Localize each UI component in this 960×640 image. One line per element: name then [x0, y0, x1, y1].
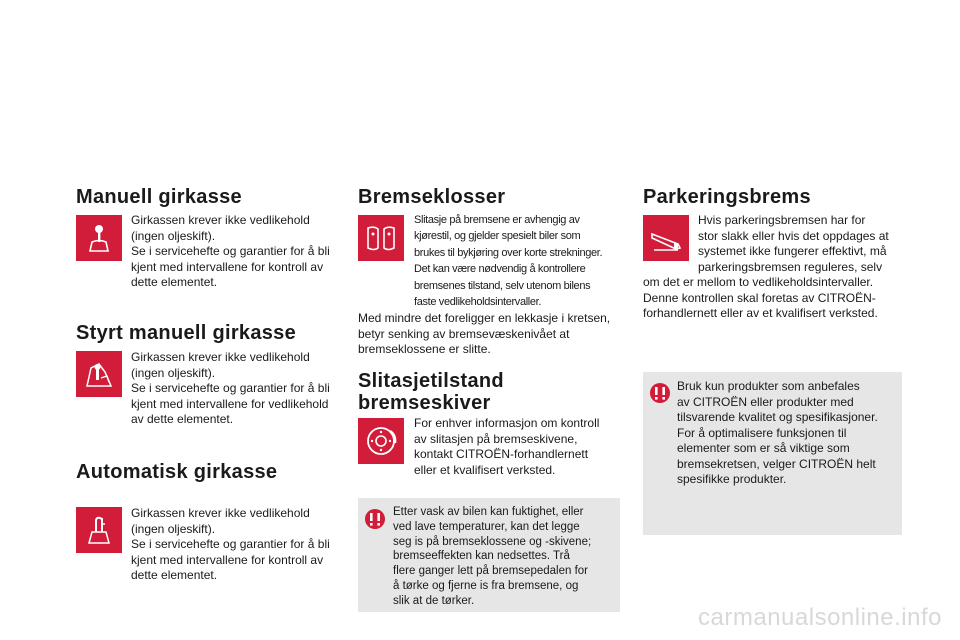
text-line: Hvis parkeringsbremsen har for — [698, 213, 866, 227]
section-title-automatic-gearbox: Automatisk girkasse — [76, 461, 278, 483]
text-line: kjent med intervallene for kontroll av — [131, 259, 324, 274]
automatic-gearbox-text — [131, 506, 330, 584]
text-line: å tørke og fjerne is fra bremsene, og — [393, 579, 579, 592]
text-line: forhandlernett eller av et kvalifisert verksted. — [643, 306, 878, 320]
wash-warning-note — [358, 498, 620, 612]
section-title-parking-brake: Parkeringsbrems — [643, 186, 811, 208]
products-warning-note — [643, 372, 902, 535]
title-line: bremseskiver — [358, 392, 491, 414]
parking-brake-icon-box — [643, 215, 689, 261]
brake-pads-text — [414, 212, 602, 310]
brake-disc-icon — [363, 423, 399, 459]
parking-brake-text — [698, 213, 889, 275]
text-line: Se i servicehefte og garantier for å bli — [131, 381, 330, 395]
piloted-gearbox-icon-box — [76, 351, 122, 397]
watermark-footer: carmanualsonline.info — [698, 604, 942, 631]
text-line: elementer som er så viktige som — [677, 441, 850, 455]
text-line: bremseeffekten kan nedsettes. Trå — [393, 550, 570, 563]
text-line: eller et kvalifisert verksted. — [414, 462, 556, 477]
text-line: Se i servicehefte og garantier for å bli — [131, 537, 330, 551]
automatic-gearbox-icon-box — [76, 507, 122, 553]
title-line: Slitasjetilstand — [358, 370, 504, 392]
text-line: Med mindre det foreligger en lekkasje i kretsen, — [358, 311, 611, 325]
text-line: spesifikke produkter. — [677, 472, 787, 486]
brake-pads-icon-box — [358, 215, 404, 261]
manual-gearbox-text — [131, 213, 330, 291]
parking-brake-icon — [648, 220, 684, 256]
text-line: seg is på bremseklossene og -skivene; — [393, 535, 592, 548]
brake-pads-after-text — [358, 311, 610, 358]
text-line: dette elementet. — [131, 275, 218, 289]
warning-icon — [649, 382, 671, 404]
text-line: Se i servicehefte og garantier for å bli — [131, 244, 330, 258]
text-line: Denne kontrollen skal foretas av CITROËN- — [643, 290, 876, 305]
text-line: stor slakk eller hvis det oppdages at — [698, 228, 889, 243]
manual-gear-lever-icon — [81, 220, 117, 256]
piloted-gearbox-icon — [81, 356, 117, 392]
section-title-brake-discs — [358, 370, 504, 414]
manual-gearbox-icon-box — [76, 215, 122, 261]
warning-icon — [364, 508, 386, 530]
text-line: tilsvarende kvalitet og spesifikasjoner. — [677, 410, 878, 424]
text-line: systemet ikke fungerer effektivt, må — [698, 244, 887, 258]
text-line: kontakt CITROËN-forhandlernett — [414, 447, 589, 461]
text-line: dette elementet. — [131, 568, 218, 582]
text-line: (ingen oljeskift). — [131, 521, 216, 536]
text-line: Etter vask av bilen kan fuktighet, eller — [393, 506, 584, 518]
text-line: For enhver informasjon om kontroll — [414, 416, 600, 430]
text-line: slik at de tørker. — [393, 594, 475, 607]
text-line: Bruk kun produkter som anbefales — [677, 379, 860, 393]
text-line: av CITROËN eller produkter med — [677, 394, 854, 409]
text-line: av dette elementet. — [131, 412, 234, 426]
piloted-gearbox-text — [131, 350, 330, 428]
text-line: om det er mellom to vedlikeholdsintervaller. — [643, 275, 874, 289]
text-line: (ingen oljeskift). — [131, 365, 216, 380]
brake-pads-icon — [363, 220, 399, 256]
section-title-piloted-gearbox: Styrt manuell girkasse — [76, 322, 297, 344]
text-line: av slitasjen på bremseskivene, — [414, 431, 578, 446]
parking-brake-after-text — [643, 275, 878, 322]
text-line: faste vedlikeholdsintervaller. — [414, 296, 542, 309]
text-line: For å optimalisere funksjonen til — [677, 425, 847, 440]
text-line: Girkassen krever ikke vedlikehold — [131, 506, 310, 520]
text-line: bremsekretsen, velger CITROËN helt — [677, 456, 876, 471]
brake-discs-text — [414, 416, 599, 478]
text-line: kjent med intervallene for vedlikehold — [131, 396, 329, 411]
text-line: betyr senking av bremsevæskenivået at — [358, 326, 570, 341]
text-line: (ingen oljeskift). — [131, 228, 216, 243]
products-warning-text — [677, 379, 878, 488]
text-line: Slitasje på bremsene er avhengig av — [414, 214, 580, 226]
wash-warning-text — [393, 505, 591, 609]
text-line: Girkassen krever ikke vedlikehold — [131, 213, 310, 227]
text-line: parkeringsbremsen reguleres, selv — [698, 259, 883, 274]
automatic-gear-lever-icon — [81, 512, 117, 548]
text-line: Girkassen krever ikke vedlikehold — [131, 350, 310, 364]
text-line: flere ganger lett på bremsepedalen for — [393, 565, 588, 578]
brake-discs-icon-box — [358, 418, 404, 464]
text-line: ved lave temperaturer, kan det legge — [393, 520, 580, 533]
text-line: kjørestil, og gjelder spesielt biler som — [414, 230, 581, 243]
text-line: brukes til bykjøring over korte strekninger. — [414, 246, 603, 259]
section-title-manual-gearbox: Manuell girkasse — [76, 186, 242, 208]
text-line: kjent med intervallene for kontroll av — [131, 552, 324, 567]
text-line: bremseklossene er slitte. — [358, 342, 491, 356]
text-line: Det kan være nødvendig å kontrollere — [414, 263, 586, 276]
section-title-brake-pads: Bremseklosser — [358, 186, 506, 208]
text-line: bremsenes tilstand, selv utenom bilens — [414, 279, 591, 292]
